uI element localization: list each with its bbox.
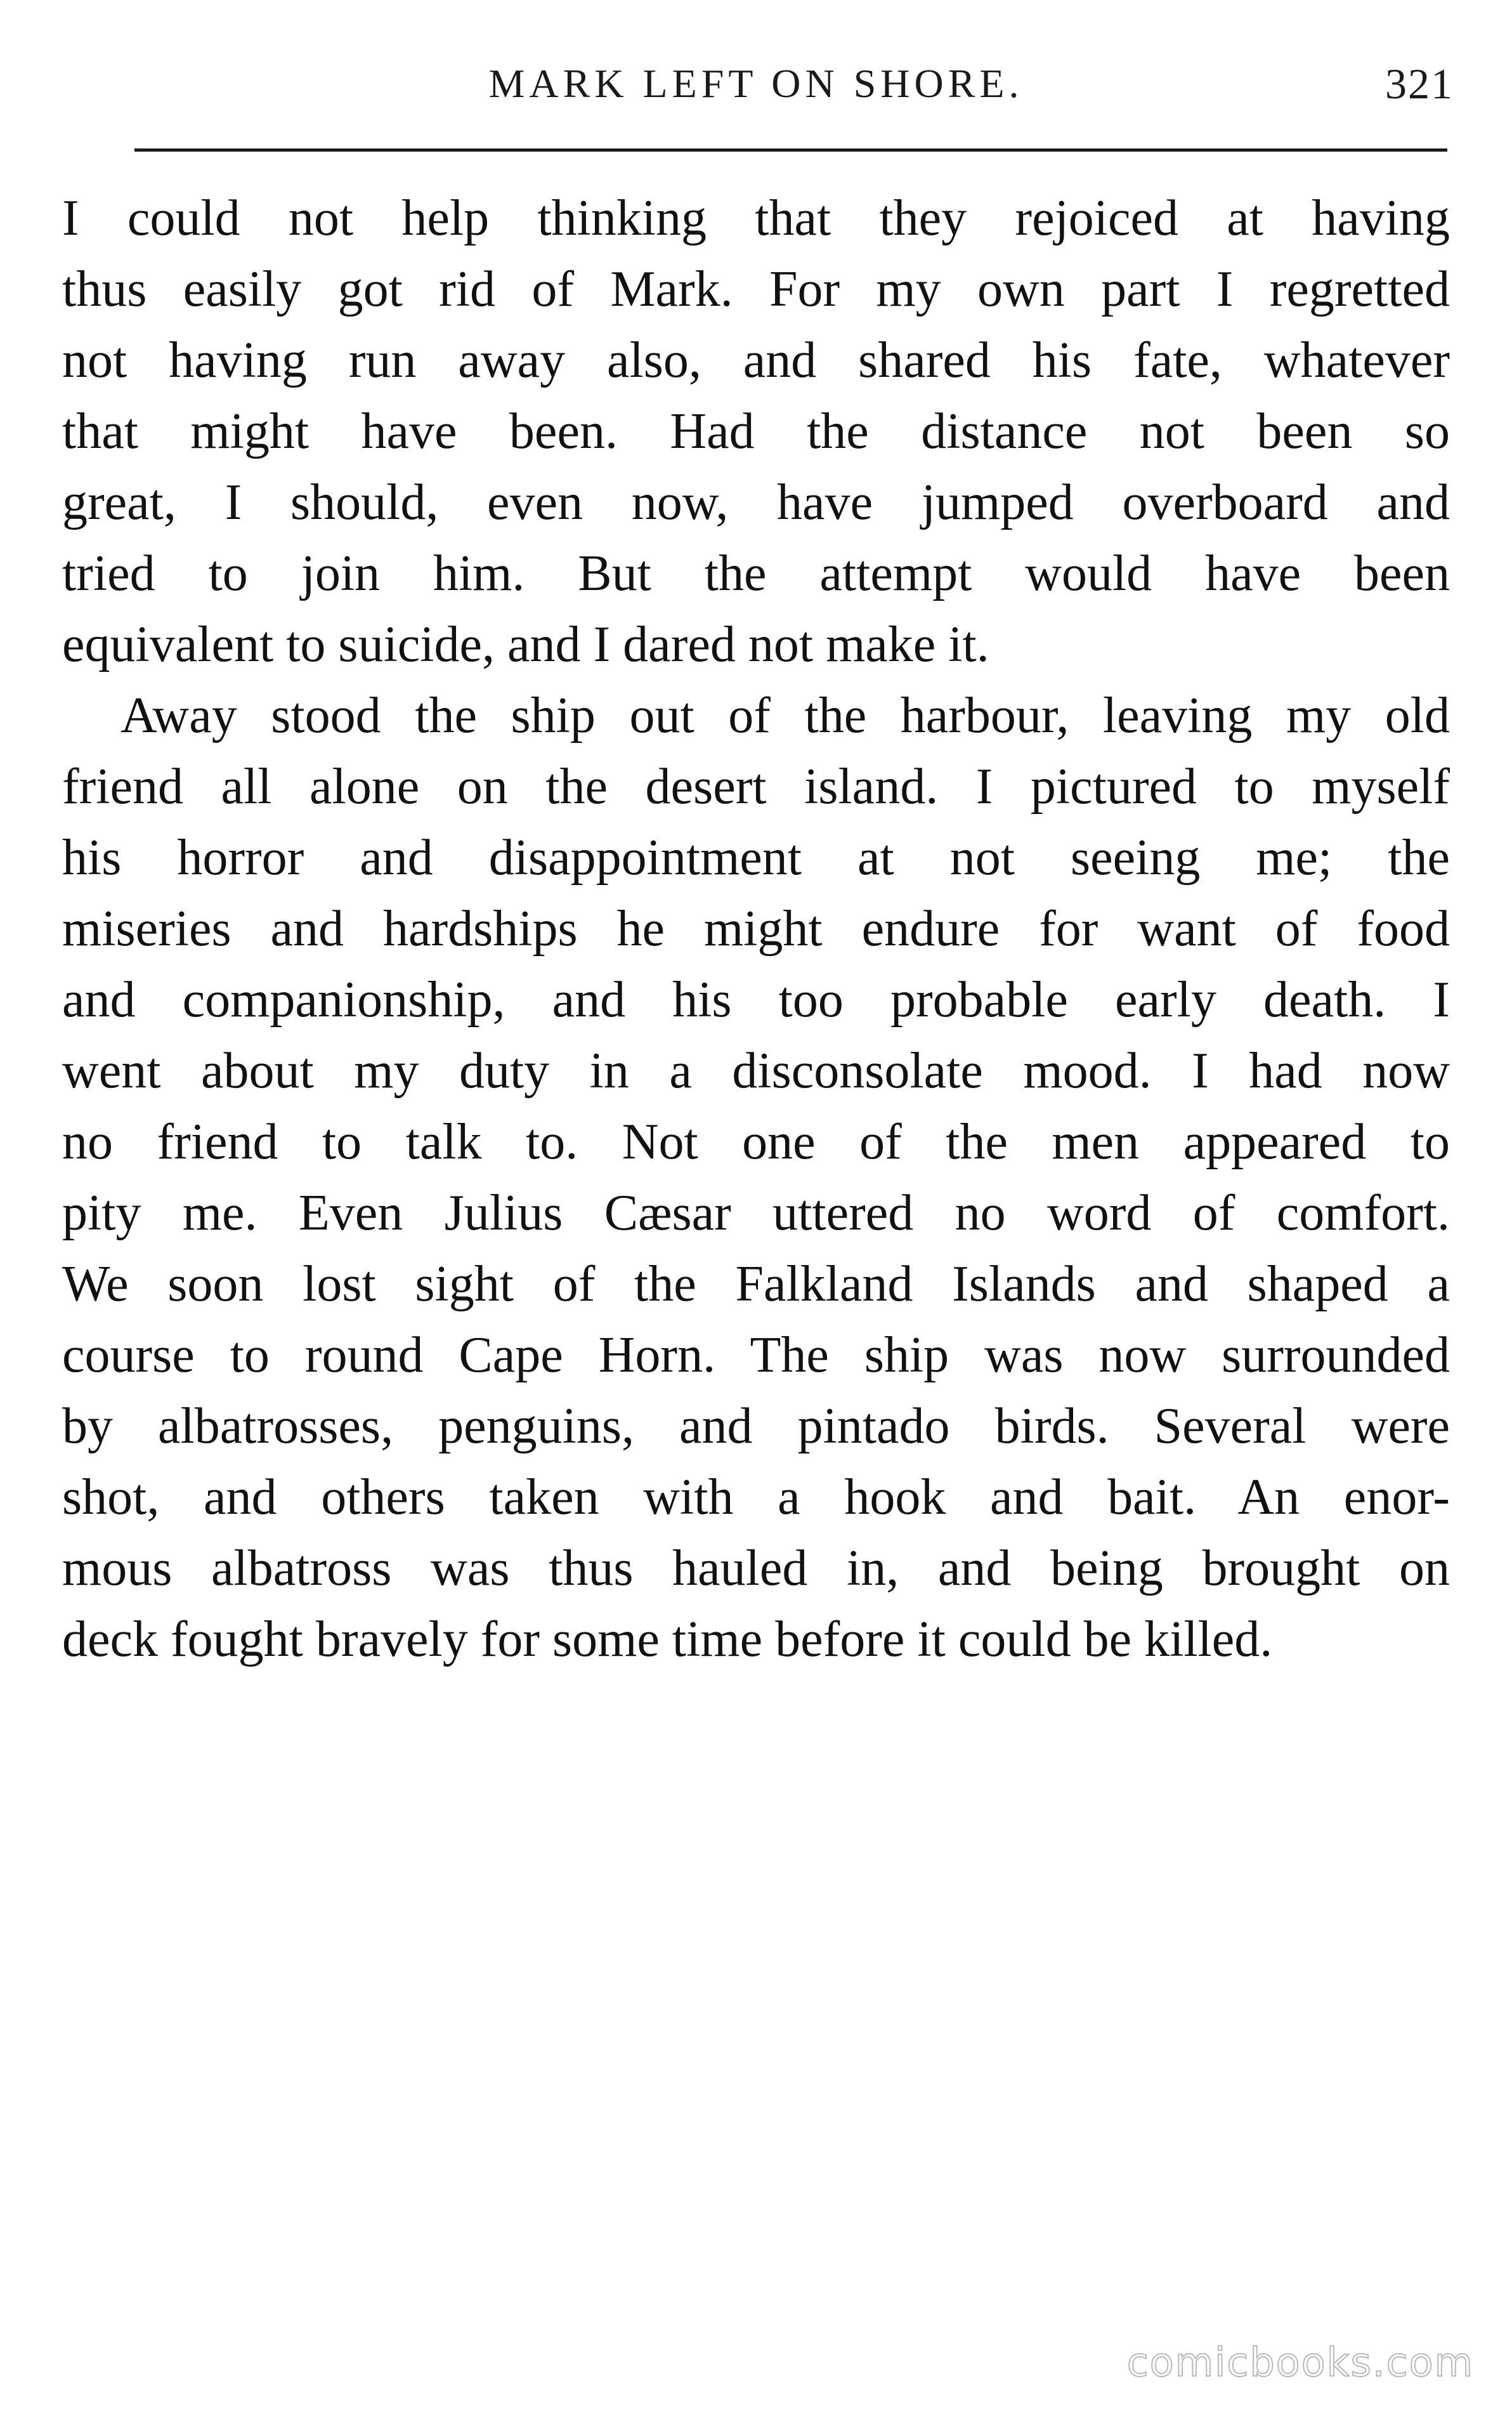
text-line: tried to join him. But the attempt would have been xyxy=(62,546,1450,601)
text-line: that might have been. Had the distance not been so xyxy=(62,404,1450,459)
text-line: course to round Cape Horn. The ship was now surrounded xyxy=(62,1327,1450,1383)
text-line: his horror and disappointment at not seeing me; the xyxy=(62,830,1450,886)
text-line: thus easily got rid of Mark. For my own part I regretted xyxy=(62,261,1450,317)
running-head xyxy=(0,52,1512,115)
text-line: great, I should, even now, have jumped overboard and xyxy=(62,475,1450,530)
text-line: I could not help thinking that they rejoiced at having xyxy=(62,190,1450,246)
text-line: went about my duty in a disconsolate mood. I had now xyxy=(62,1043,1450,1099)
text-line: equivalent to suicide, and I dared not make it. xyxy=(62,617,989,672)
text-line: We soon lost sight of the Falkland Islands and shaped a xyxy=(62,1256,1450,1312)
text-line: not having run away also, and shared his fate, whatever xyxy=(62,332,1450,388)
text-line: friend all alone on the desert island. I pictured to myself xyxy=(62,759,1450,815)
text-line: shot, and others taken with a hook and bait. An enor- xyxy=(62,1469,1450,1525)
text-line: miseries and hardships he might endure for want of food xyxy=(62,901,1450,957)
text-line: Away stood the ship out of the harbour, leaving my old xyxy=(121,688,1450,744)
body-text xyxy=(62,183,1450,1675)
page-number: 321 xyxy=(1385,60,1454,108)
paragraph-1 xyxy=(62,183,1450,680)
text-line: no friend to talk to. Not one of the men appeared to xyxy=(62,1114,1450,1170)
running-title: MARK LEFT ON SHORE. xyxy=(488,61,1024,106)
text-line: and companionship, and his too probable early death. I xyxy=(62,972,1450,1028)
text-line: by albatrosses, penguins, and pintado birds. Several were xyxy=(62,1398,1450,1454)
header-rule xyxy=(134,148,1447,152)
paragraph-2 xyxy=(62,680,1450,1675)
text-line: deck fought bravely for some time before it could be killed. xyxy=(62,1611,1273,1667)
watermark: comicbooks.com xyxy=(1126,2339,1474,2385)
text-line: pity me. Even Julius Cæsar uttered no word of comfort. xyxy=(62,1185,1450,1241)
text-line: mous albatross was thus hauled in, and being brought on xyxy=(62,1540,1450,1596)
